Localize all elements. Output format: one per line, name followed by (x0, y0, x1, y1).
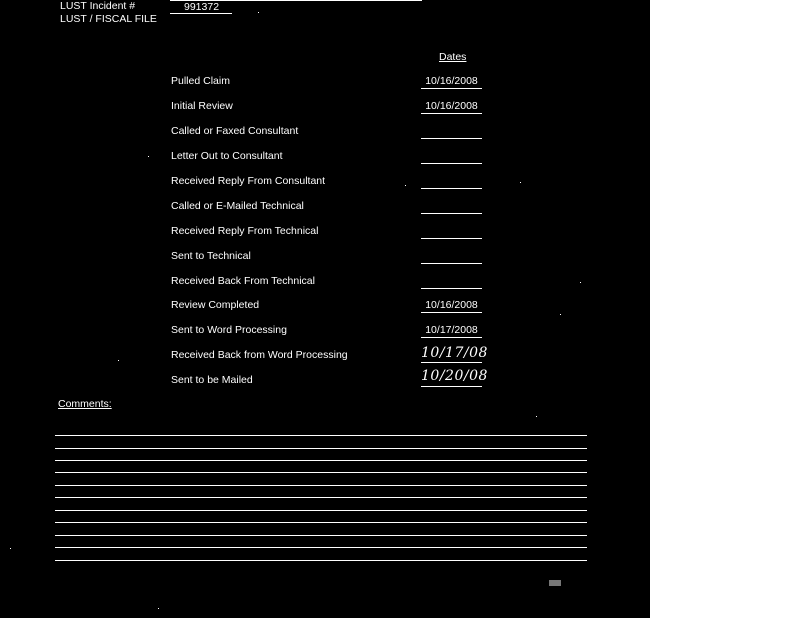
scan-speck (560, 314, 561, 315)
scan-speck (536, 416, 537, 417)
row-label-initial-review: Initial Review (171, 100, 233, 112)
row-label-review-completed: Review Completed (171, 299, 260, 311)
row-date-letter-out-consultant (421, 150, 482, 164)
row-date-reply-from-consultant (421, 175, 482, 189)
fiscal-file-label: LUST / FISCAL FILE (60, 13, 157, 25)
comment-line (55, 472, 587, 473)
scan-speck (10, 548, 11, 549)
row-date-back-from-technical (421, 275, 482, 289)
row-label-back-word-processing: Received Back from Word Processing (171, 349, 348, 361)
row-date-sent-word-processing: 10/17/2008 (421, 324, 482, 338)
row-date-pulled-claim: 10/16/2008 (421, 75, 482, 89)
comment-line (55, 547, 587, 548)
row-label-sent-to-technical: Sent to Technical (171, 250, 251, 262)
row-date-reply-from-technical (421, 225, 482, 239)
scan-speck (258, 12, 259, 13)
scan-speck (580, 282, 581, 283)
comment-line (55, 485, 587, 486)
scan-speck (158, 608, 159, 609)
top-rule (170, 0, 422, 1)
row-label-back-from-technical: Received Back From Technical (171, 275, 315, 287)
comment-line (55, 497, 587, 498)
scan-speck (405, 185, 406, 186)
page-stamp (549, 580, 561, 586)
row-date-called-faxed-consultant (421, 125, 482, 139)
scan-speck (520, 182, 521, 183)
comment-line (55, 460, 587, 461)
row-date-back-word-processing: 10/17/08 (421, 345, 488, 361)
scan-speck (118, 360, 119, 361)
comment-line (55, 560, 587, 561)
row-label-sent-to-be-mailed: Sent to be Mailed (171, 374, 253, 386)
row-label-sent-word-processing: Sent to Word Processing (171, 324, 287, 336)
row-label-reply-from-technical: Received Reply From Technical (171, 225, 319, 237)
comment-line (55, 522, 587, 523)
row-label-reply-from-consultant: Received Reply From Consultant (171, 175, 326, 187)
row-label-called-emailed-technical: Called or E-Mailed Technical (171, 200, 304, 212)
incident-label: LUST Incident # (60, 0, 136, 12)
incident-number: 991372 (170, 1, 232, 14)
row-label-called-faxed-consultant: Called or Faxed Consultant (171, 125, 299, 137)
row-date-review-completed: 10/16/2008 (421, 299, 482, 313)
row-date-sent-to-technical (421, 250, 482, 264)
scan-speck (148, 156, 149, 157)
comment-line (55, 435, 587, 436)
comment-line (55, 535, 587, 536)
dates-column-header: Dates (439, 51, 467, 63)
comments-label: Comments: (58, 398, 112, 410)
comment-line (55, 510, 587, 511)
row-label-pulled-claim: Pulled Claim (171, 75, 230, 87)
row-label-letter-out-consultant: Letter Out to Consultant (171, 150, 283, 162)
row-date-sent-to-be-mailed: 10/20/08 (421, 370, 482, 387)
row-date-initial-review: 10/16/2008 (421, 100, 482, 114)
comment-line (55, 448, 587, 449)
row-date-called-emailed-technical (421, 200, 482, 214)
